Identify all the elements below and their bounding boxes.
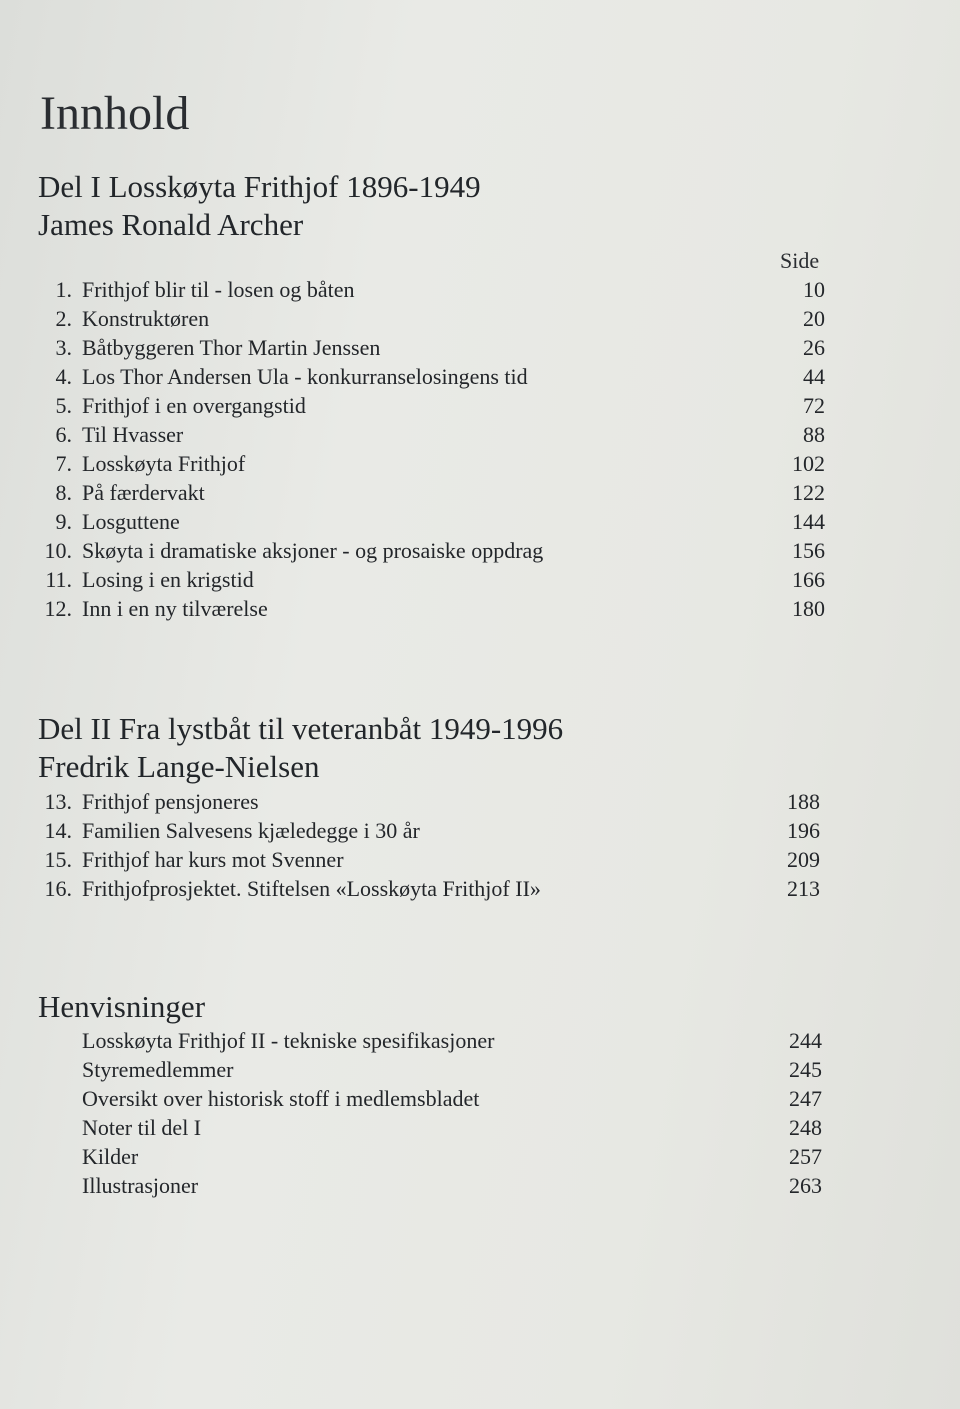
references-heading-block	[38, 988, 205, 1026]
part1-author: James Ronald Archer	[38, 207, 304, 242]
toc-entry	[0, 1084, 960, 1113]
toc-entry	[0, 1113, 960, 1142]
toc-entry	[0, 787, 960, 816]
toc-entry	[0, 304, 960, 333]
chapter-number: 2.	[55, 306, 72, 331]
chapter-title: På færdervakt	[82, 480, 205, 505]
chapter-number: 12.	[44, 596, 72, 621]
page-number: 72	[803, 393, 825, 418]
chapter-number: 14.	[44, 818, 72, 843]
chapter-number: 7.	[55, 451, 72, 476]
chapter-number: 13.	[44, 789, 72, 814]
chapter-title: Los Thor Andersen Ula - konkurranselosingens tid	[82, 364, 528, 389]
page-number: 20	[803, 306, 825, 331]
chapter-title: Skøyta i dramatiske aksjoner - og prosaiske oppdrag	[82, 538, 544, 563]
chapter-title: Frithjof blir til - losen og båten	[82, 277, 355, 302]
page-number: 188	[787, 789, 820, 814]
toc-entry	[0, 275, 960, 304]
page-number: 102	[792, 451, 825, 476]
reference-title: Styremedlemmer	[82, 1057, 234, 1082]
toc-entry	[0, 449, 960, 478]
chapter-number: 9.	[55, 509, 72, 534]
chapter-title: Frithjof har kurs mot Svenner	[82, 847, 344, 872]
chapter-title: Inn i en ny tilværelse	[82, 596, 268, 621]
toc-entry	[0, 1055, 960, 1084]
chapter-number: 5.	[55, 393, 72, 418]
chapter-title: Familien Salvesens kjæledegge i 30 år	[82, 818, 420, 843]
chapter-title: Losskøyta Frithjof	[82, 451, 246, 476]
page-title: Innhold	[40, 87, 190, 140]
page-number: 180	[792, 596, 825, 621]
chapter-number: 3.	[55, 335, 72, 360]
page-number: 122	[792, 480, 825, 505]
page-number: 88	[803, 422, 825, 447]
chapter-title: Frithjofprosjektet. Stiftelsen «Losskøyta Frithjof II»	[82, 876, 541, 901]
chapter-number: 8.	[55, 480, 72, 505]
chapter-number: 11.	[45, 567, 72, 592]
toc-entry	[0, 507, 960, 536]
chapter-number: 4.	[55, 364, 72, 389]
page-number: 263	[789, 1173, 822, 1198]
chapter-number: 1.	[55, 277, 72, 302]
chapter-number: 10.	[44, 538, 72, 563]
part2-heading-block	[38, 710, 563, 786]
page-number: 209	[787, 847, 820, 872]
toc-entry	[0, 1026, 960, 1055]
part1-heading: Del I Losskøyta Frithjof 1896-1949	[38, 169, 481, 204]
toc-entry	[0, 594, 960, 623]
toc-entry	[0, 845, 960, 874]
page-number: 156	[792, 538, 825, 563]
part1-chapter-list	[0, 275, 960, 623]
toc-entry	[0, 420, 960, 449]
page-number: 10	[803, 277, 825, 302]
chapter-title: Konstruktøren	[82, 306, 210, 331]
toc-entry	[0, 362, 960, 391]
page-number: 245	[789, 1057, 822, 1082]
part2-heading: Del II Fra lystbåt til veteranbåt 1949-1996	[38, 711, 564, 746]
toc-entry	[0, 536, 960, 565]
chapter-title: Frithjof pensjoneres	[82, 789, 259, 814]
references-list	[0, 1026, 960, 1200]
chapter-title: Losguttene	[82, 509, 180, 534]
part2-chapter-list	[0, 787, 960, 903]
chapter-title: Losing i en krigstid	[82, 567, 254, 592]
page-number: 247	[789, 1086, 822, 1111]
toc-entry	[0, 391, 960, 420]
reference-title: Noter til del I	[82, 1115, 202, 1140]
reference-title: Kilder	[82, 1144, 139, 1169]
page-number: 248	[789, 1115, 822, 1140]
part2-author: Fredrik Lange-Nielsen	[38, 749, 320, 784]
chapter-number: 16.	[44, 876, 72, 901]
toc-entry	[0, 1142, 960, 1171]
chapter-title: Båtbyggeren Thor Martin Jenssen	[82, 335, 381, 360]
reference-title: Losskøyta Frithjof II - tekniske spesifikasjoner	[82, 1028, 495, 1053]
reference-title: Illustrasjoner	[82, 1173, 199, 1198]
reference-title: Oversikt over historisk stoff i medlemsbladet	[82, 1086, 480, 1111]
page-number: 196	[787, 818, 820, 843]
toc-entry	[0, 816, 960, 845]
chapter-number: 6.	[55, 422, 72, 447]
page-number: 244	[789, 1028, 822, 1053]
chapter-title: Til Hvasser	[82, 422, 184, 447]
toc-entry	[0, 478, 960, 507]
page-number: 166	[792, 567, 825, 592]
page-number: 257	[789, 1144, 822, 1169]
toc-entry	[0, 333, 960, 362]
side-column-label: Side	[780, 248, 820, 273]
references-heading: Henvisninger	[38, 989, 206, 1024]
chapter-number: 15.	[44, 847, 72, 872]
toc-entry	[0, 1171, 960, 1200]
toc-entry	[0, 565, 960, 594]
page-number: 144	[792, 509, 825, 534]
chapter-title: Frithjof i en overgangstid	[82, 393, 306, 418]
toc-entry	[0, 874, 960, 903]
page-number: 44	[803, 364, 825, 389]
part1-heading-block	[38, 168, 481, 244]
page-number: 26	[803, 335, 825, 360]
page-number: 213	[787, 876, 820, 901]
